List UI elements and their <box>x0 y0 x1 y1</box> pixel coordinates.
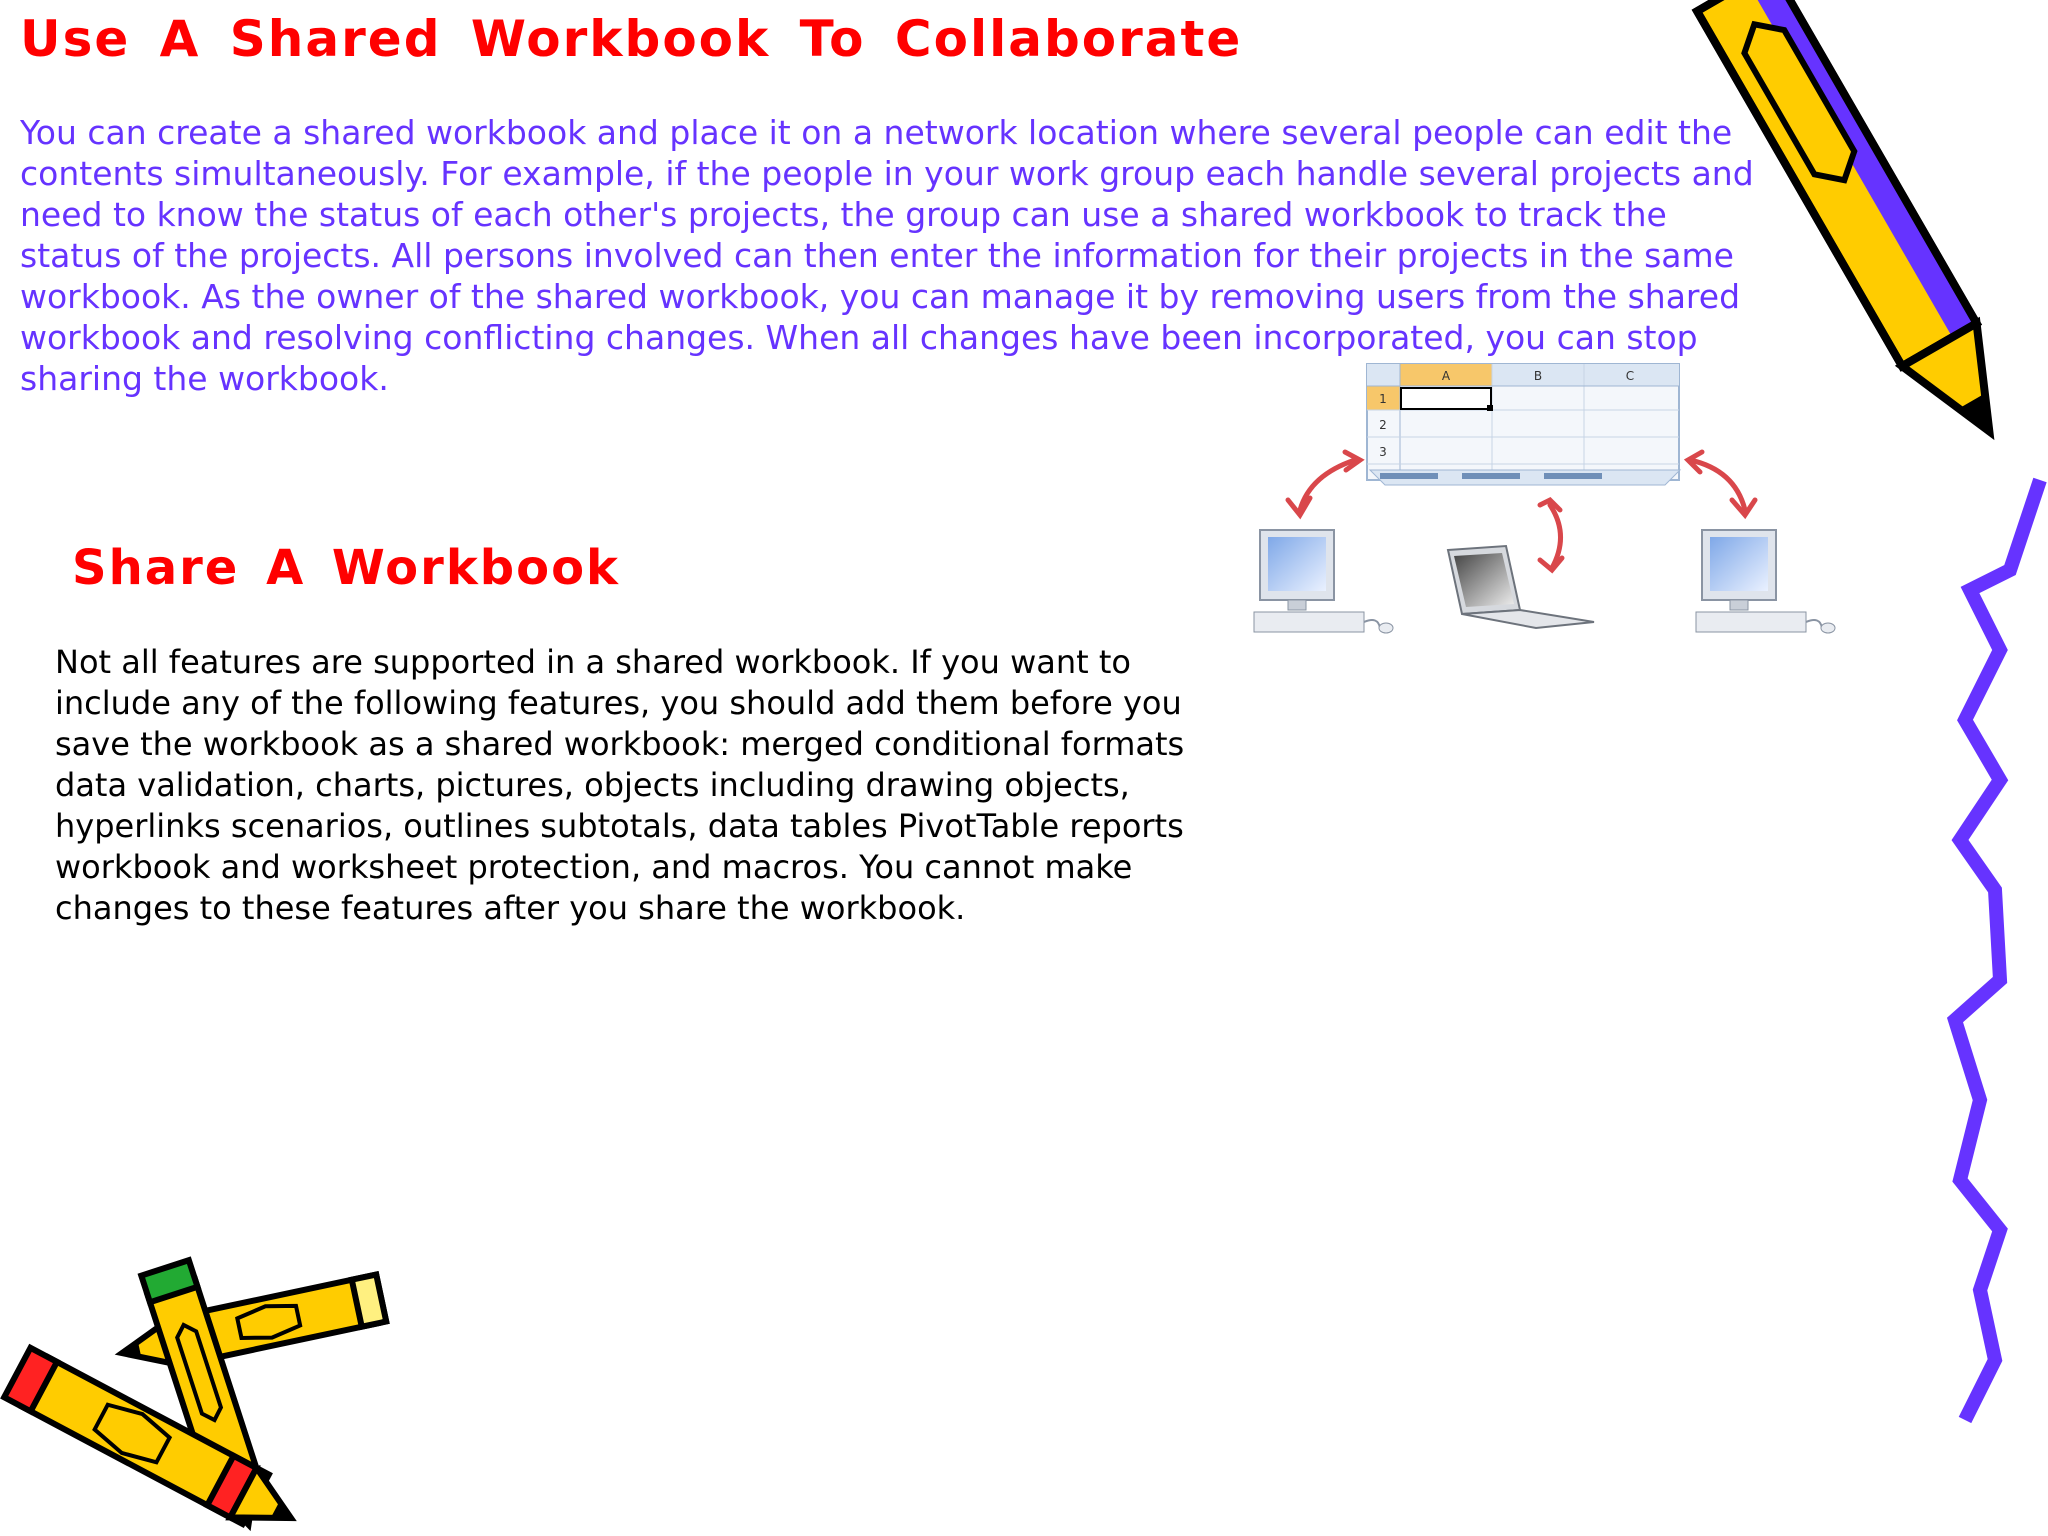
section-heading: Share A Workbook <box>72 540 620 596</box>
desktop-computer-icon <box>1254 530 1393 633</box>
slide-title: Use A Shared Workbook To Collaborate <box>20 10 1243 68</box>
laptop-icon <box>1448 546 1594 628</box>
spreadsheet-icon <box>1367 364 1680 485</box>
row-header-2: 2 <box>1379 418 1387 432</box>
row-header-1: 1 <box>1379 392 1387 406</box>
column-header-b: B <box>1533 369 1543 383</box>
row-header-3: 3 <box>1379 445 1387 459</box>
column-header-a: A <box>1441 369 1451 383</box>
column-header-c: C <box>1625 369 1635 383</box>
intro-paragraph: You can create a shared workbook and place it on a network location where several people can edit the contents simultaneously. For example, if the people in your work group each handle several projects and need to know the status of each other's projects, the group can use a shared workbook to track the status of the projects. All persons involved can then enter the information for their projects in the same workbook. As the owner of the shared workbook, you can manage it by removing users from the shared workbook and resolving conflicting changes. When all changes have been incorporated, you can stop sharing the workbook. <box>20 113 1754 398</box>
desktop-computer-icon <box>1696 530 1835 633</box>
crossed-pencils-icon <box>0 1240 420 1536</box>
body-paragraph: Not all features are supported in a shared workbook. If you want to include any of the following features, you should add them before you save the workbook as a shared workbook: merged conditional formats data validation, charts, pictures, objects including drawing objects, hyperlinks scenarios, outlines subtotals, data tables PivotTable reports workbook and worksheet protection, and macros. You cannot make changes to these features after you share the workbook. <box>55 643 1185 927</box>
pencil-icon <box>1720 0 2020 500</box>
decorative-squiggle <box>1940 460 2048 1460</box>
